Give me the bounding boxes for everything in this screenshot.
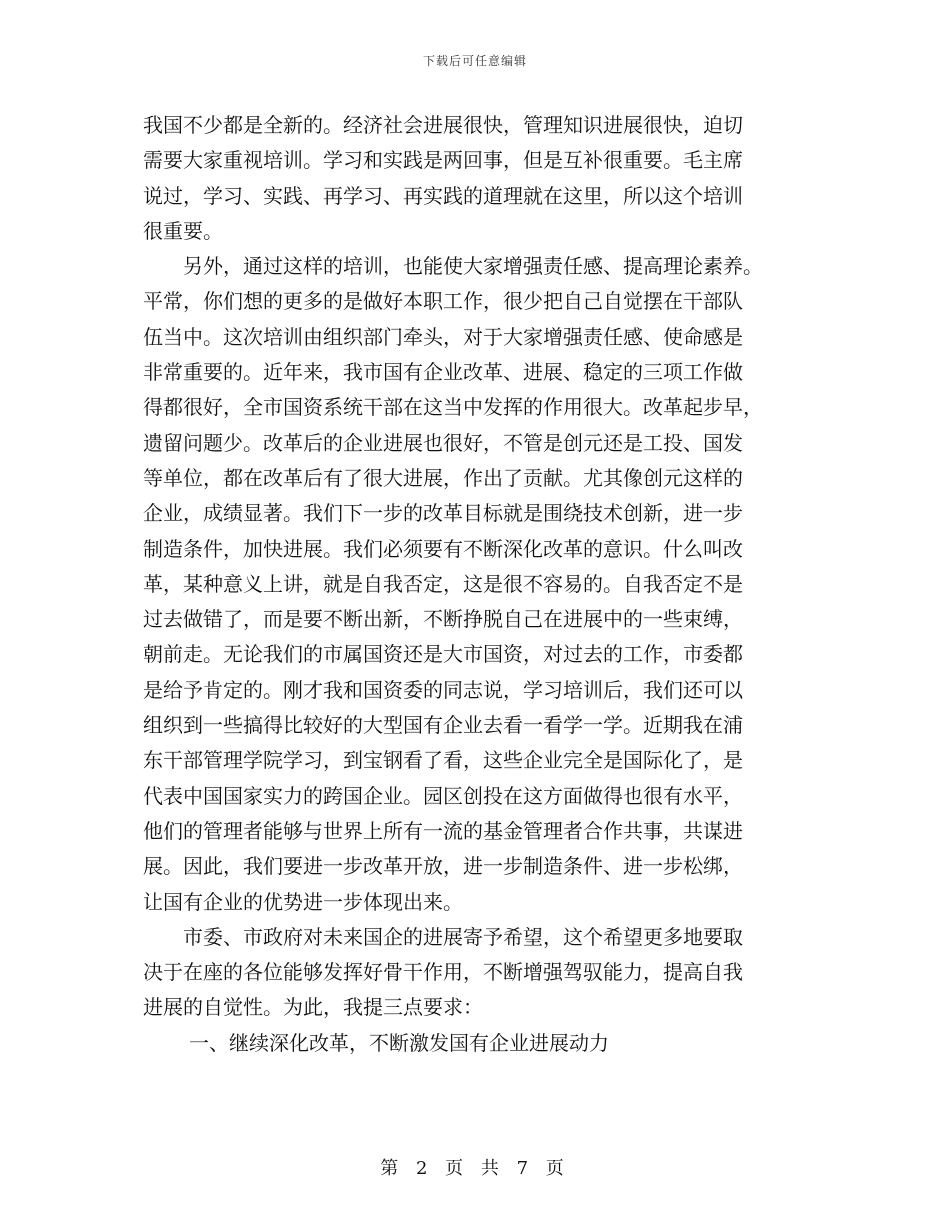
text-line: 制造条件，加快进展。我们必须要有不断深化改革的意识。什么叫改 [143, 536, 743, 561]
text-line: 过去做错了，而是要不断出新，不断挣脱自己在进展中的一些束缚， [143, 607, 743, 632]
text-line: 说过，学习、实践、再学习、再实践的道理就在这里，所以这个培训 [143, 183, 743, 208]
page-header: 下载后可任意编辑 [422, 54, 527, 68]
text-line: 我国不少都是全新的。经济社会进展很快，管理知识进展很快，迫切 [143, 113, 743, 137]
text-line: 企业，成绩显著。我们下一步的改革目标就是围绕技术创新，进一步 [143, 501, 743, 526]
text-line: 伍当中。这次培训由组织部门牵头，对于大家增强责任感、使命感是 [143, 324, 743, 349]
section-heading: 一、继续深化改革，不断激发国有企业进展动力 [189, 1030, 609, 1055]
text-line: 很重要。 [143, 218, 223, 243]
text-line: 进展的自觉性。为此，我提三点要求： [143, 995, 483, 1020]
text-line: 是给予肯定的。刚才我和国资委的同志说，学习培训后，我们还可以 [143, 677, 743, 702]
paragraph-3 [143, 920, 807, 1026]
document-body [143, 108, 807, 1061]
section-heading-block [143, 1026, 807, 1061]
text-line: 另外，通过这样的培训，也能使大家增强责任感、提高理论素养。 [183, 254, 763, 279]
text-line: 遗留问题少。改革后的企业进展也很好，不管是创元还是工投、国发 [143, 430, 743, 455]
paragraph-2 [143, 249, 807, 920]
paragraph-1 [143, 108, 807, 249]
text-line: 决于在座的各位能够发挥好骨干作用，不断增强驾驭能力，提高自我 [143, 960, 743, 985]
text-line: 让国有企业的优势进一步体现出来。 [143, 889, 463, 914]
text-line: 朝前走。无论我们的市属国资还是大市国资，对过去的工作，市委都 [143, 642, 743, 667]
text-line: 组织到一些搞得比较好的大型国有企业去看一看学一学。近期我在浦 [143, 713, 743, 738]
text-line: 他们的管理者能够与世界上所有一流的基金管理者合作共事，共谋进 [143, 818, 743, 843]
page-number-footer: 第 2 页 共 7 页 [380, 1158, 570, 1179]
text-line: 非常重要的。近年来，我市国有企业改革、进展、稳定的三项工作做 [143, 360, 743, 385]
text-line: 东干部管理学院学习，到宝钢看了看，这些企业完全是国际化了，是 [143, 748, 743, 773]
text-line: 等单位，都在改革后有了很大进展，作出了贡献。尤其像创元这样的 [143, 465, 743, 490]
text-line: 代表中国国家实力的跨国企业。园区创投在这方面做得也很有水平， [143, 783, 743, 808]
text-line: 需要大家重视培训。学习和实践是两回事，但是互补很重要。毛主席 [143, 148, 743, 173]
text-line: 市委、市政府对未来国企的进展寄予希望，这个希望更多地要取 [183, 924, 743, 949]
text-line: 得都很好，全市国资系统干部在这当中发挥的作用很大。改革起步早， [143, 395, 763, 420]
text-line: 平常，你们想的更多的是做好本职工作，很少把自己自觉摆在干部队 [143, 289, 743, 314]
text-line: 革，某种意义上讲，就是自我否定，这是很不容易的。自我否定不是 [143, 571, 743, 596]
text-line: 展。因此，我们要进一步改革开放，进一步制造条件、进一步松绑， [143, 854, 743, 879]
